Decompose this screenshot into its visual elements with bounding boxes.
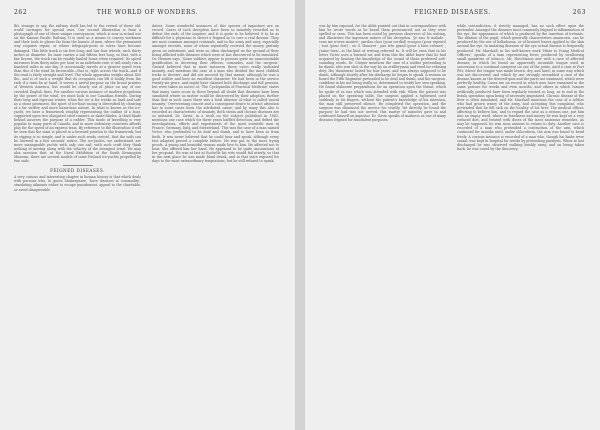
right-page-header: [319, 9, 586, 18]
right-page: [305, 0, 600, 430]
body-text: Bit, strange to say, the railway itself has led to the revival of these old-world carriages for special uses. Our second illustration is from a photograph of one of these unique conveyances, which is now in actual use on the Kansas Pacific Railway. It is used as a means to convey workmen and their tools to places far from the haunts of men, where the permanent way requires repair, or where telegraph-posts or wires have become damaged. This little truck is six feet long, and has four wheels, each thirty inches in diameter. Its mast carries a sail fifteen feet long, so that, with a fair breeze, the truck can be readily hauled home when required. Its speed increases from thirty miles per hour to an indefinite rate; it will easily run a hundred miles in one day. It occasionally travels at a greater speed even than this if the wind be favourable—that is, right across the track—and if the road is fairly straight and level. The whole apparatus weighs about 400 lbs., and is of such a weight that its occupants can lift it bodily from the rails if a train be at hand. It serves a useful purpose on the broad prairies of Western America, but would be clearly out of place on any of our crowded English lines. For another curious instance of modern propulsion by the power of the wind, we must look to our Canadian friends. During their long and rigorous winter, when the ice is for weeks as hard and safe as a stone pavement, the sport of ice-boat racing is diversified by cheating of a far swifter and more hazardous nature. In what is known as the ice-yacht, we have a framework roughly representing the outline of a boat, supported upon two elongated steel runners or skate-blades. A third blade behind answers the purpose of a rudder. This mode of travelling is very popular in many parts of Canada, and in more sedentary countries affords play for the speed of an express train. By reference to the illustration it will be seen that the mast is placed in a forward position to the framework, but its rigging is so simple, and is under such ready control, that the sails can be lowered in a few seconds' notice. The ice-yachts, we understand, are more manageable yachts with only one sail; with such craft they think nothing of moving along with the velocity of the strongest wind. We may also mention that, at the Naval Exhibition of the South Kensington Museum, there are several models of some Finland ice-yachts propelled by two sails.: [14, 24, 141, 164]
left-page-column-2: [152, 24, 279, 424]
running-title: FEIGNED DISEASES.: [414, 9, 491, 16]
right-page-column-1: [319, 24, 446, 424]
left-page-column-1: [14, 24, 141, 424]
right-page-column-2: [457, 24, 584, 424]
section-heading: FEIGNED DISEASES.: [50, 168, 105, 174]
body-text: was by him exposed, for the Abbé pointed out that in correspondence with him he wrote words as he heard them pronounced, not as they were spelled or seen. This has been noted by previous observers of his writing, and illustrates the ingenious nature of his deception. 'Je suis le malade ; vous me n'avez montré ; pardon chez (pour cordial) ecoupez (pour repenti) ; tout (pour fort) ; ou S. Honoret ; pas très grand (pour à bien refuser) ; j'aime bien'—is the kind of writing referred to. It will be seen that in his letter Victor uses a learned air, and from this the Abbé knew that he had acquired by hearing the knowledge of the sound of these preferred soft-sounding words. Dr. Cheyne mentions the case of a soldier pretending to be dumb, who was shot in the way by an artilleryman and tried for refusing duty. His 'dumbness' lasted for four years, and was always supposed to be dumb, although shortly after his discharge he began to speak. A woman on board the Fifth Regiment pretended to be deaf and dumb, and the surgeon, confident in his not being really so, determined to testify her own speaking. He found elaborate preparations for an operation upon the throat, which he spoke of as one which was attended with risk. When the patient was placed on the operating table, the surgeon applied a tightened cord suddenly to his fingers, without the patient's knowledge of his intention, the man still preserved silence. He completed the operation, and the surgeon was dismissed the service for cruelty. Yet directly he found the purpose he had was not served, this martyr of miracles gave in and confessed himself an impostor. Dr. Gavin speaks of madness as one of many diseases feigned for fraudulent purposes.: [319, 24, 446, 123]
section-divider: [63, 165, 93, 166]
body-text: A very curious and interesting chapter in human history is that which deals with persons who, to quote Shakespeare, 'have diseases in commodity', simulating ailments either to escape punishment, appeal to the charitable, or avoid disagreeable: [14, 175, 141, 192]
running-title: THE WORLD OF WONDERS.: [96, 9, 199, 16]
page-number: 262: [14, 9, 28, 16]
body-text: while contradiction, it strictly managed, has no such effect upon the pretender. Amongst the diseases most commonly feigned is inflammation of the eye, the appearance of which is produced by the insertion of irritants. The dilation of the pupil, which generally characterises amaurosis, can be produced by the use of belladonna, or of bruised leaves applied to the skin around the eye. In imitating diseases of the eye actual disease is frequently produced. Mr. Marshall, in his well-known work 'Hints to Young Medical Officers,' speaks of a man representing fever, produced by swallowing small quantities of tobacco. Mr. Hutchinson met with a case of affected disease, in which he found an apparently incurable tongue used in succession to a continual compress on one of the joints, until a case at Fort Pitt, where the tongue was made brown, dry, and hard, in some way which was not discovered, and which by one strongly resembled a case of the disease known as the slivered-gum and the parts not examined, which were perfectly healthy. Cases are on record in which men have remained in the same posture for weeks and even months, and others in which tumors artificially produced have been regularly treated so long, as to end in the fistula operation upon being of necessity amputated. Chronic disease of the liver is often simulated, and Mr. Marshall mentions the case of a soldier who had grown weary of the army, and accepting this complaint, who pretended that he felt sick on the locality of his liver. The medical officer, affecting to believe him, and to regard the case as a serious one, put him into an empty ward, where in loneliness and misery he was kept on a very reduced diet, and treated with doses of the most nauseous remedies. As may be supposed, he was soon anxious to return to duty. Another case is recorded of a man who pretended a contraction of the arm, which continued for months until, under chloroform, the arm was found to bend freely. A curious instance is recorded of a man who, though his limbs were sound, was kept in hospital for weeks by pretending paralysis. When at last discharged he was observed walking briskly away, and on being taken back, he was cured by the discovery.: [457, 24, 584, 151]
book-gutter: [295, 0, 305, 430]
page-number: 263: [572, 9, 586, 16]
body-text: duties. Some wonderful instances of this species of imposture are on record. Cases of such deception have been so minutely recorded as to defeat the ends of the inquirer, and it is quite to be believed it to be as difficult for a physician to detect a feigned as to cure a real disease. They are most common amongst criminals, and in the army and navy, especially amongst recruits, some of whom repeatedly received the money gratuity given on enlistment, and were as often discharged on the ground of their being afflicted with diseases which were at last discovered to be simulated. Dr. Hennen says, 'Some soldiers appear to possess quite an unaccountable gratification in deceiving their officers, comrades, and the surgeon.' Gavard believed that in most instances these cases really indicated insanity, and mentions the case of a man who divided the most childish tricks to deceive, and did not succeed by that means, although he was a good soldier and bore an excellent character. He had been in the service twenty-six years, and might have claimed both discharge and full pension, but were taken no notice of. 'The Cyclopaedia of Practical Medicine' states that many cases occur in these beyond all doubt that diseases have been simulated where no motive could be discovered by their adoption, further than that in such cases there was a total absence of what is called 'moral insanity.' Overweening conceit and a consequent desire to attract attention has in some cases been the attributed cause; and by many this also is recorded as characteristic of insanity. Both strain and chronic diseases are so imitated. Dr. Gavin, in a work on the subject published in 1843, mentions one case which for three years baffled detection, and defied the investigations, efforts and experiments of the most scientific men in France, Germany, Italy, and Switzerland. This was the case of a man named Victor, who pretended to be deaf and dumb, and to have been so from birth. It was never believed that he could hear and speak, although every test adopted proved a complete failure. He was put to the most trying proofs. A young and beautiful woman made love to him. He affected not to hear. She offered him her hand. He appeared to be quite unconscious of her proposal. He was at last at Rochelle his wits would fail utterly, so that in the next place he was made blind drunk, and in that state exposed for days to the most extraordinary temptations; but he still refused to speak.: [152, 24, 279, 164]
left-page-header: [14, 9, 281, 18]
left-page: [0, 0, 295, 430]
